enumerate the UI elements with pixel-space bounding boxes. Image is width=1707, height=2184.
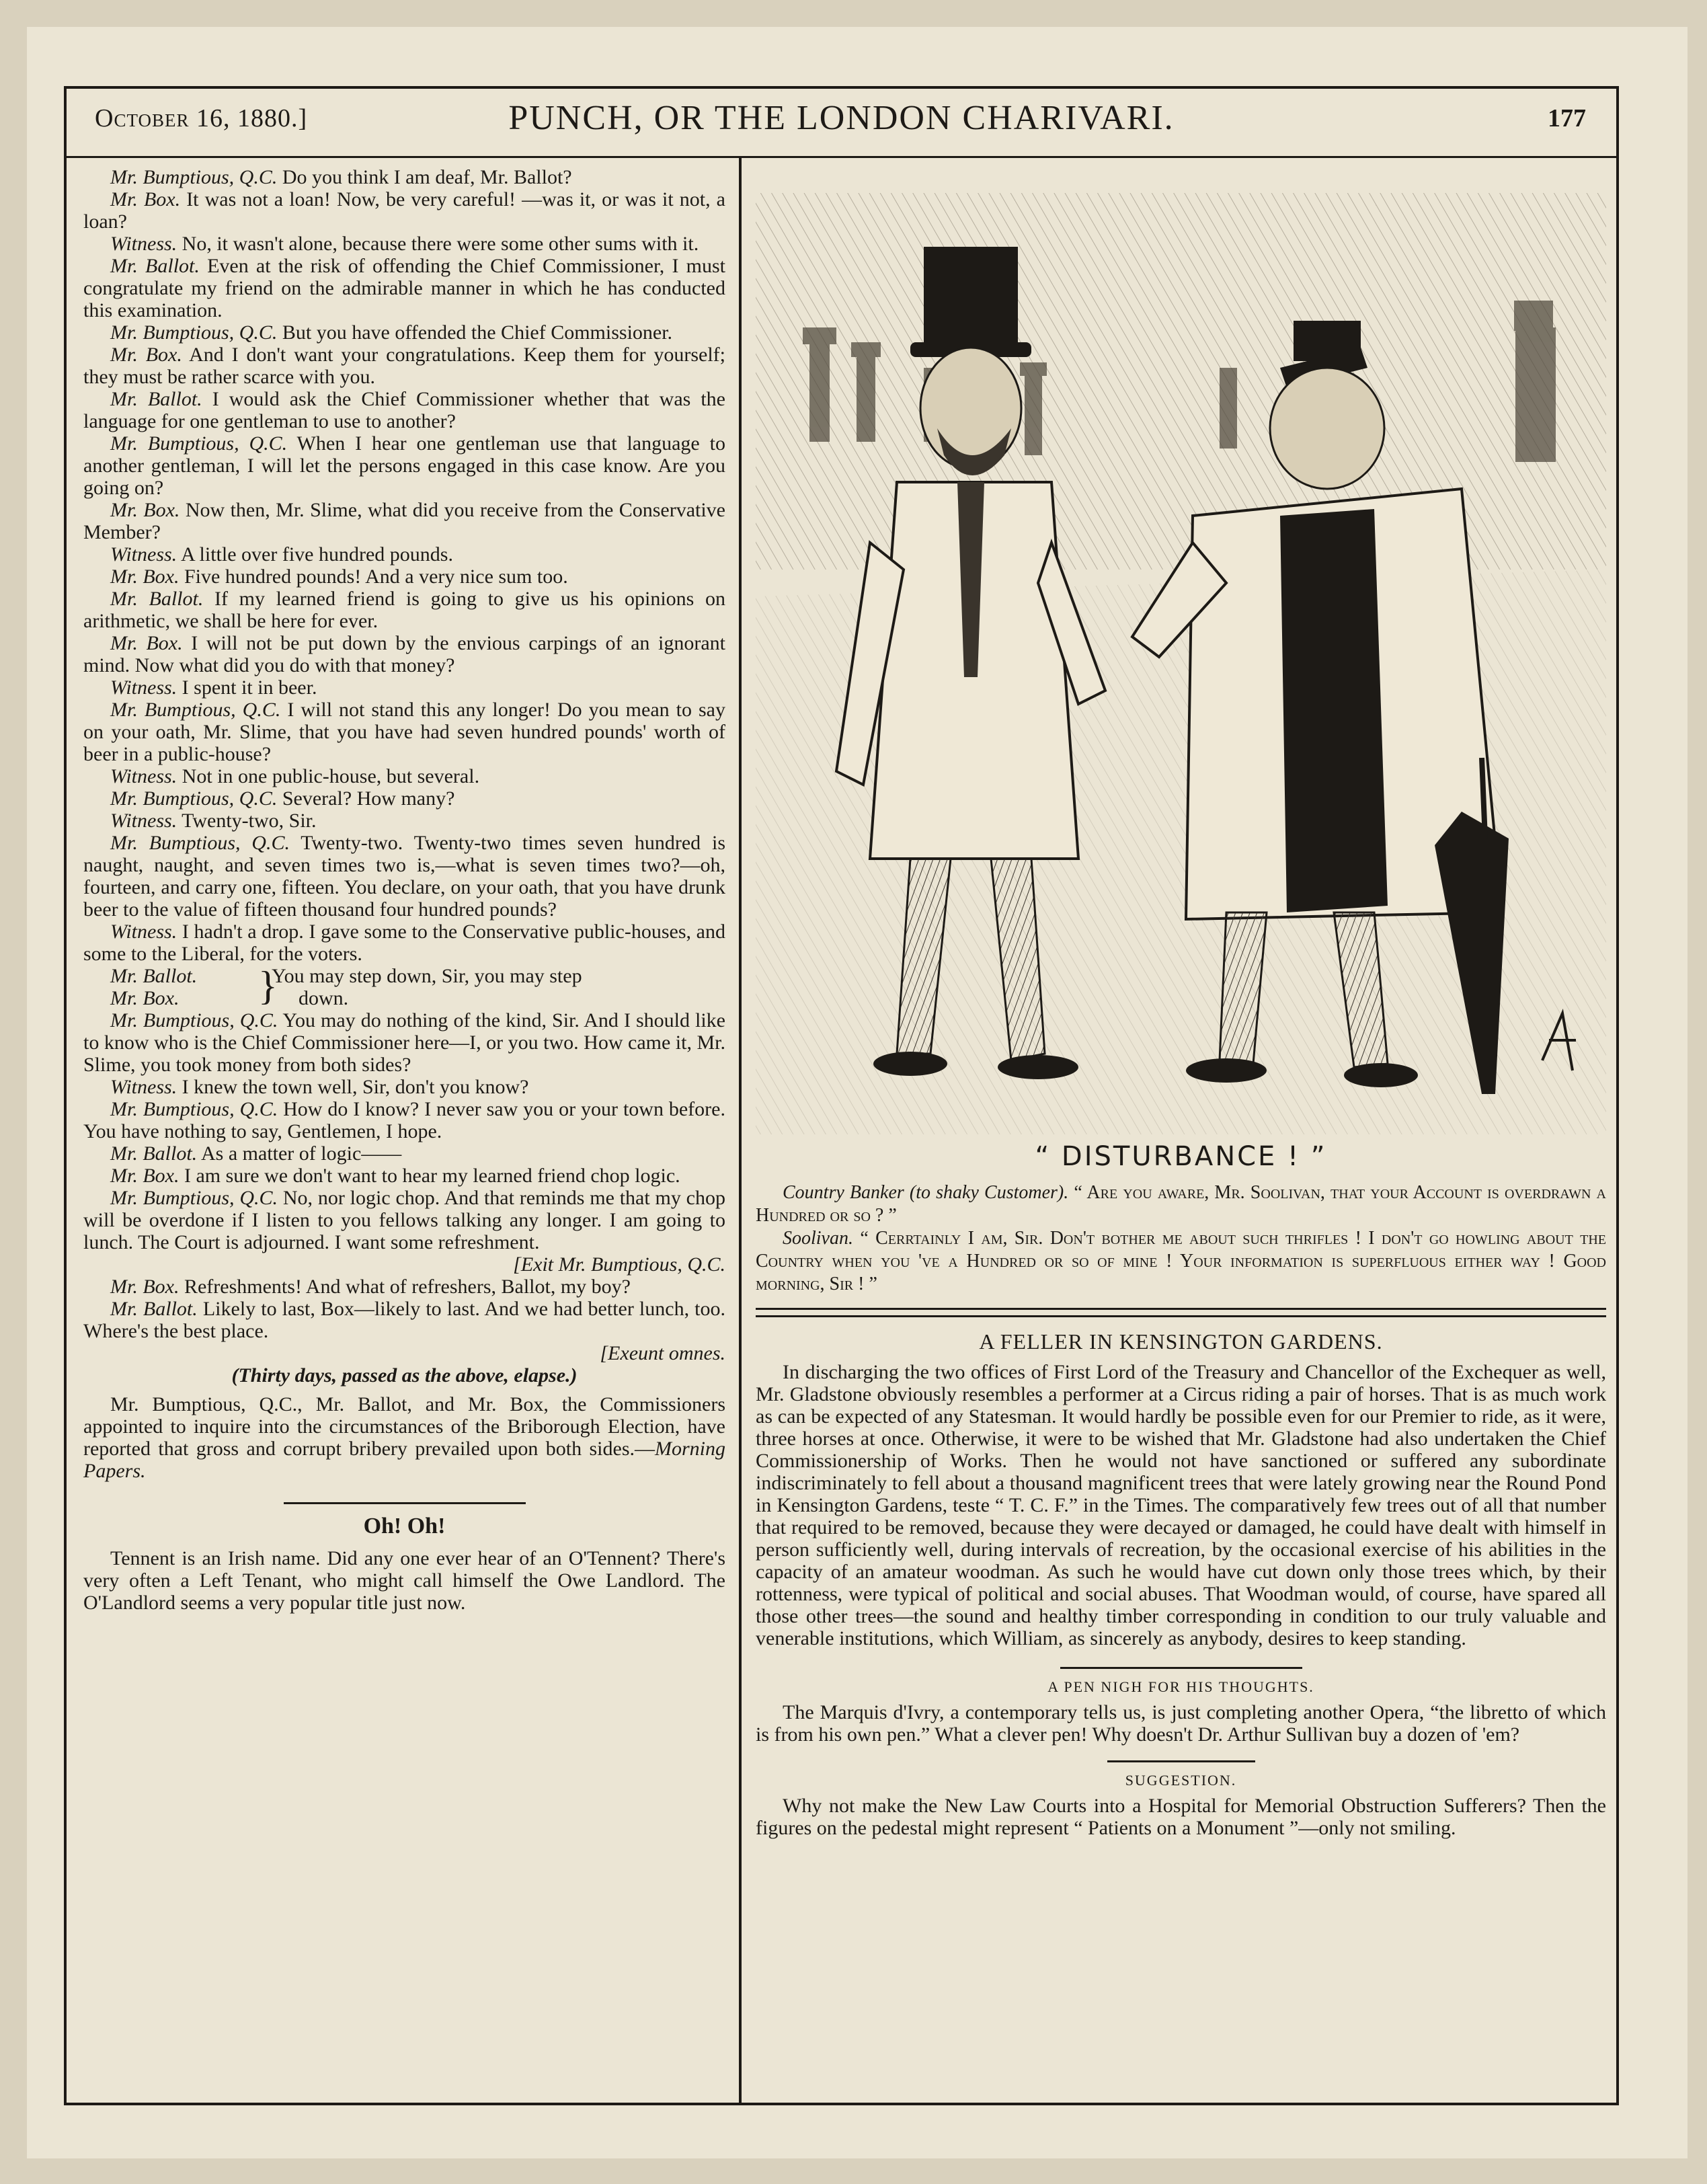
speaker-name: Mr. Bumptious, Q.C. bbox=[110, 787, 278, 810]
page-number: 177 bbox=[1548, 104, 1586, 132]
dialogue-line bbox=[83, 166, 725, 188]
speech-text: I hadn't a drop. I gave some to the Conservative public-houses, and some to the Liberal, for the voters. bbox=[83, 921, 725, 965]
dialogue-line bbox=[83, 810, 725, 832]
speech-text: I would ask the Chief Commissioner whether that was the language for one gentleman to use to another? bbox=[83, 388, 725, 432]
stage-direction-exeunt: [Exeunt omnes. bbox=[600, 1342, 725, 1364]
speaker-name: Witness. bbox=[110, 1076, 177, 1098]
section-double-rule bbox=[756, 1308, 1606, 1317]
speaker-name: Mr. Box. bbox=[110, 499, 180, 521]
right-column bbox=[756, 166, 1606, 1839]
speaker-name: Witness. bbox=[110, 921, 177, 943]
dialogue-line bbox=[83, 432, 725, 499]
cartoon-title: “ DISTURBANCE ! ” bbox=[1035, 1141, 1327, 1172]
speaker-name: Mr. Bumptious, Q.C. bbox=[110, 166, 278, 188]
speaker-name: Mr. Ballot. bbox=[110, 255, 200, 277]
speech-text: I spent it in beer. bbox=[177, 676, 317, 699]
speech-text: Even at the risk of offending the Chief Commissioner, I must congratulate my friend on the admirable manner in which he has conducted this examination. bbox=[83, 255, 725, 321]
speaker-name: Mr. Bumptious, Q.C. bbox=[110, 321, 278, 344]
speech-text: If my learned friend is going to give us his opinions on arithmetic, we shall be here for ever. bbox=[83, 588, 725, 632]
speaker-name: Mr. Bumptious, Q.C. bbox=[110, 699, 281, 721]
speaker-name: Witness. bbox=[110, 810, 177, 832]
brace-mark: } bbox=[258, 964, 278, 1008]
speaker-name: Mr. Box. bbox=[110, 566, 180, 588]
speech-text: I will not stand this any longer! Do you mean to say on your oath, Mr. Slime, that you have had seven hundred pounds' worth of beer in a public-house? bbox=[83, 699, 725, 765]
caption-line-1 bbox=[756, 1181, 1606, 1227]
dialogue-line bbox=[83, 1009, 725, 1076]
section-rule bbox=[1107, 1760, 1255, 1762]
speaker-name: Witness. bbox=[110, 543, 177, 566]
dialogue-line bbox=[83, 344, 725, 388]
caption-text-2: “ Cerrtainly I am, Sir. Don't bother me about such thrifles ! I don't go howling about the Country when you 've a Hundred or so of mine ! Your information is superfluous either way ! Good morning, Sir ! ” bbox=[756, 1228, 1606, 1294]
dialogue-line bbox=[83, 676, 725, 699]
speaker-name: Mr. Ballot. bbox=[110, 1298, 198, 1320]
speech-text: When I hear one gentleman use that language to another gentleman, I will let the persons engaged in this case know. Are you going on? bbox=[83, 432, 725, 499]
caption-speaker-2: Soolivan. bbox=[783, 1228, 853, 1249]
joined-speaker-2: Mr. Box. bbox=[110, 987, 180, 1009]
dialogue-line bbox=[83, 787, 725, 810]
dialogue-line bbox=[83, 543, 725, 566]
dialogue-line bbox=[83, 921, 725, 965]
speech-text: Twenty-two. Twenty-two times seven hundred is naught, naught, and seven times two is,—what is seven times two?—oh, fourteen, and carry one, fifteen. You declare, on your oath, that you have drunk beer to the value of fifteen thousand four hundred pounds? bbox=[83, 832, 725, 921]
speaker-name: Witness. bbox=[110, 233, 177, 255]
suggestion-text: Why not make the New Law Courts into a Hospital for Memorial Obstruction Sufferers? Then the figures on the pedestal might represent “ Patients on a Monument ”—only not smiling. bbox=[756, 1795, 1606, 1839]
suggestion-title: SUGGESTION. bbox=[1125, 1772, 1237, 1789]
dialogue-part-3 bbox=[83, 1276, 725, 1342]
dialogue-line bbox=[83, 832, 725, 921]
dialogue-line bbox=[83, 1165, 725, 1187]
page-sheet bbox=[27, 27, 1688, 2158]
speaker-name: Mr. Ballot. bbox=[110, 588, 204, 610]
column-divider bbox=[739, 156, 742, 2103]
masthead bbox=[67, 89, 1616, 158]
caption-line-2 bbox=[756, 1227, 1606, 1296]
feller-title: A FELLER IN KENSINGTON GARDENS. bbox=[979, 1329, 1383, 1354]
speech-text: No, it wasn't alone, because there were some other sums with it. bbox=[177, 233, 699, 255]
joined-line-2: down. bbox=[299, 987, 349, 1009]
cartoon-illustration bbox=[756, 166, 1606, 1134]
dialogue-line bbox=[83, 1298, 725, 1342]
dialogue-line bbox=[83, 1142, 725, 1165]
speech-text: Now then, Mr. Slime, what did you receive from the Conservative Member? bbox=[83, 499, 725, 543]
speaker-name: Mr. Bumptious, Q.C. bbox=[110, 832, 290, 854]
speech-text: You may do nothing of the kind, Sir. And I should like to know who is the Chief Commissioner here—I, or you two. How came it, Mr. Slime, you took money from both sides? bbox=[83, 1009, 725, 1076]
dialogue-line bbox=[83, 255, 725, 321]
speaker-name: Mr. Box. bbox=[110, 344, 182, 366]
speech-text: How do I know? I never saw you or your town before. You have nothing to say, Gentlemen, I hope. bbox=[83, 1098, 725, 1142]
dialogue-line bbox=[83, 321, 725, 344]
publication-title: PUNCH, OR THE LONDON CHARIVARI. bbox=[508, 99, 1175, 137]
interval-note: (Thirty days, passed as the above, elapse.) bbox=[231, 1364, 578, 1387]
speech-text: Five hundred pounds! And a very nice sum too. bbox=[179, 566, 568, 588]
speech-text: No, nor logic chop. And that reminds me that my chop will be overdone if I listen to you fellows talking any longer. I am going to lunch. The Court is adjourned. I want some refreshment. bbox=[83, 1187, 725, 1253]
speech-text: It was not a loan! Now, be very careful! —was it, or was it not, a loan? bbox=[83, 188, 725, 233]
caption-text-1: “ Are you aware, Mr. Soolivan, that your Account is overdrawn a Hundred or so ? ” bbox=[756, 1182, 1607, 1226]
speech-text: Several? How many? bbox=[277, 787, 455, 810]
speaker-name: Mr. Box. bbox=[110, 1165, 180, 1187]
dialogue-line bbox=[83, 632, 725, 676]
dialogue-line bbox=[83, 388, 725, 432]
speech-text: I will not be put down by the envious carpings of an ignorant mind. Now what did you do with that money? bbox=[83, 632, 726, 676]
dialogue-line bbox=[83, 1098, 725, 1142]
dialogue-line bbox=[83, 765, 725, 787]
caption-speaker-1: Country Banker (to shaky Customer). bbox=[783, 1182, 1069, 1203]
dialogue-line bbox=[83, 188, 725, 233]
dialogue-line bbox=[83, 499, 725, 543]
report-paragraph bbox=[83, 1393, 725, 1482]
report-source: Morning Papers. bbox=[83, 1438, 725, 1482]
dialogue-line bbox=[83, 699, 725, 765]
speaker-name: Mr. Bumptious, Q.C. bbox=[110, 432, 288, 455]
speech-text: Likely to last, Box—likely to last. And we had better lunch, too. Where's the best place. bbox=[83, 1298, 726, 1342]
dialogue-part-1 bbox=[83, 166, 725, 965]
speaker-name: Mr. Bumptious, Q.C. bbox=[110, 1009, 278, 1031]
speech-text: As a matter of logic—— bbox=[197, 1142, 402, 1165]
oh-oh-title: Oh! Oh! bbox=[363, 1514, 446, 1538]
speaker-name: Mr. Box. bbox=[110, 188, 181, 210]
stage-direction-exit: [Exit Mr. Bumptious, Q.C. bbox=[513, 1253, 725, 1276]
dialogue-line bbox=[83, 1276, 725, 1298]
speech-text: Refreshments! And what of refreshers, Ballot, my boy? bbox=[179, 1276, 631, 1298]
speaker-name: Mr. Ballot. bbox=[110, 388, 202, 410]
speaker-name: Witness. bbox=[110, 676, 177, 699]
dialogue-line bbox=[83, 588, 725, 632]
section-rule bbox=[284, 1502, 526, 1504]
left-column bbox=[83, 166, 725, 1614]
speech-text: Not in one public-house, but several. bbox=[177, 765, 480, 787]
joined-speech bbox=[83, 965, 725, 1009]
speaker-name: Mr. Bumptious, Q.C. bbox=[110, 1187, 278, 1209]
speech-text: Twenty-two, Sir. bbox=[177, 810, 317, 832]
section-rule bbox=[1060, 1667, 1302, 1669]
issue-date: October 16, 1880.] bbox=[95, 104, 308, 132]
speech-text: But you have offended the Chief Commissioner. bbox=[277, 321, 673, 344]
joined-line-1: You may step down, Sir, you may step bbox=[272, 965, 582, 987]
cartoon-caption bbox=[756, 1181, 1606, 1296]
dialogue-line bbox=[83, 1076, 725, 1098]
page-frame bbox=[64, 86, 1619, 2105]
speech-text: I knew the town well, Sir, don't you know? bbox=[177, 1076, 529, 1098]
speaker-name: Mr. Box. bbox=[110, 1276, 180, 1298]
speech-text: A little over five hundred pounds. bbox=[177, 543, 453, 566]
dialogue-line bbox=[83, 566, 725, 588]
speaker-name: Mr. Ballot. bbox=[110, 1142, 198, 1165]
speaker-name: Witness. bbox=[110, 765, 177, 787]
pen-title: A PEN NIGH FOR HIS THOUGHTS. bbox=[1047, 1678, 1314, 1695]
joined-speaker-1: Mr. Ballot. bbox=[110, 965, 198, 987]
dialogue-part-2 bbox=[83, 1009, 725, 1253]
speech-text: Do you think I am deaf, Mr. Ballot? bbox=[277, 166, 572, 188]
speaker-name: Mr. Bumptious, Q.C. bbox=[110, 1098, 278, 1120]
speech-text: I am sure we don't want to hear my learned friend chop logic. bbox=[179, 1165, 680, 1187]
dialogue-line bbox=[83, 233, 725, 255]
oh-oh-text: Tennent is an Irish name. Did any one ever hear of an O'Tennent? There's very often a Left Tenant, who might call himself the Owe Landlord. The O'Landlord seems a very popular title just now. bbox=[83, 1547, 725, 1614]
feller-text: In discharging the two offices of First Lord of the Treasury and Chancellor of the Exchequer as well, Mr. Gladstone obviously resembles a performer at a Circus riding a pair of horses. That is as much work as can be expected of any Statesman. It would hardly be possible even for our Premier to ride, as it were, three horses at once. Otherwise, it were to be wished that Mr. Gladstone had also undertaken the Chief Commissionership of Works. Then he would not have sanctioned or suffered any subordinate indiscriminately to fell about a thousand magnificent trees that were lately growing near the Round Pond in Kensington Gardens, teste “ T. C. F.” in the Times. The comparatively few trees out of all that number that required to be removed, because they were decayed or damaged, he could have dealt with himself in person sufficiently well, during intervals of recreation, by the occasional exercise of his abilities in the capacity of an amateur woodman. As such he would have cut down only those trees which, by their rottenness, were typical of political and social abuses. That Woodman would, of course, have spared all those other trees—the sound and healthy timber corresponding in condition to our truly valuable and venerable institutions, which William, as sincerely as anybody, desires to keep standing. bbox=[756, 1361, 1606, 1649]
dialogue-line bbox=[83, 1187, 725, 1253]
report-text: Mr. Bumptious, Q.C., Mr. Ballot, and Mr. Box, the Commissioners appointed to inquire into the circumstances of the Briborough Election, have reported that gross and corrupt bribery prevailed upon both sides.— bbox=[83, 1393, 725, 1460]
speech-text: And I don't want your congratulations. Keep them for yourself; they must be rather scarce with you. bbox=[83, 344, 725, 388]
pen-text: The Marquis d'Ivry, a contemporary tells us, is just completing another Opera, “the libretto of which is from his own pen.” What a clever pen! Why doesn't Dr. Arthur Sullivan buy a dozen of 'em? bbox=[756, 1701, 1606, 1746]
speaker-name: Mr. Box. bbox=[110, 632, 183, 654]
